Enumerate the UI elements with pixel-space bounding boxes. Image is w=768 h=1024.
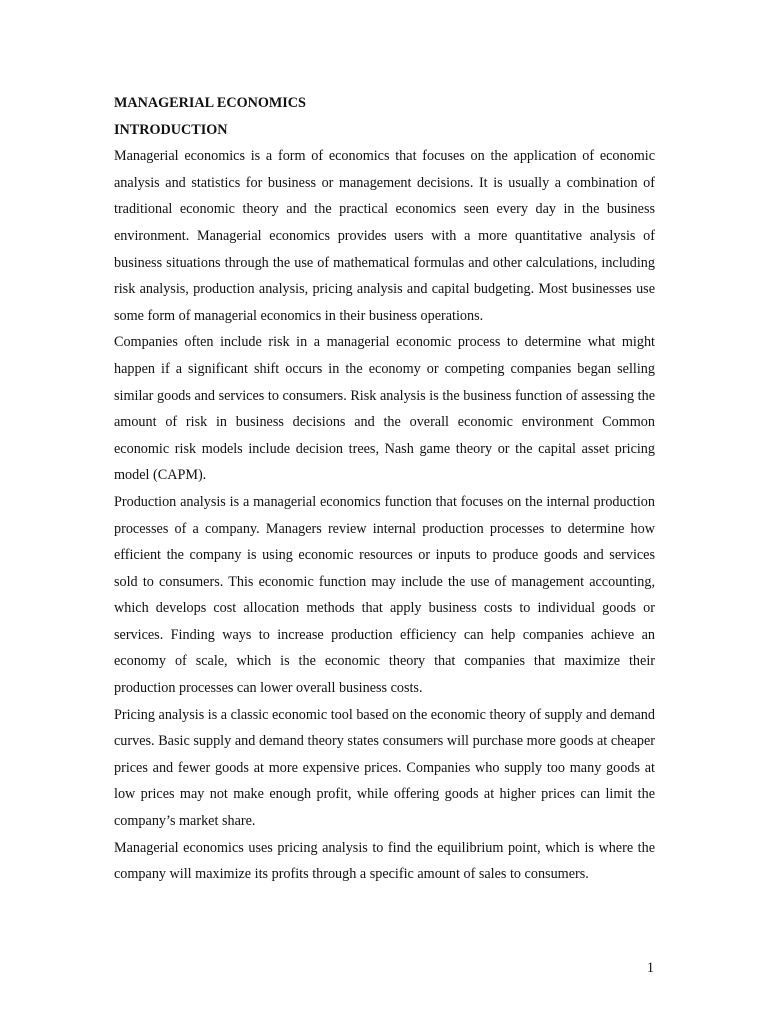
paragraph-equilibrium: Managerial economics uses pricing analysis to find the equilibrium point, which is where the company will maximize its profits through a specific amount of sales to consumers. bbox=[114, 839, 655, 883]
paragraph-production-analysis: Production analysis is a managerial economics function that focuses on the internal production processes of a company. Managers review internal production processes to determine how efficient the company is using economic resources or inputs to produce goods and services sold to consumers. This economic function may include the use of management accounting, which develops cost allocation methods that apply business costs to individual goods or services. Finding ways to increase production efficiency can help companies achieve an economy of scale, which is the economic theory that companies that maximize their production processes can lower overall business costs. bbox=[114, 493, 655, 697]
paragraph-risk-analysis: Companies often include risk in a managerial economic process to determine what might happen if a significant shift occurs in the economy or competing companies began selling similar goods and services to consumers. Risk analysis is the business function of assessing the amount of risk in business decisions and the overall economic environment Common economic risk models include decision trees, Nash game theory or the capital asset pricing model (CAPM). bbox=[114, 334, 655, 484]
document-title: MANAGERIAL ECONOMICS bbox=[114, 95, 306, 111]
paragraph-pricing-analysis: Pricing analysis is a classic economic tool based on the economic theory of supply and demand curves. Basic supply and demand theory states consumers will purchase more goods at cheaper prices and fewer goods at more expensive prices. Companies who supply too many goods at low prices may not make enough profit, while offering goods at higher prices can limit the company’s market share. bbox=[114, 706, 655, 830]
section-heading: INTRODUCTION bbox=[114, 121, 228, 138]
page-number: 1 bbox=[646, 960, 654, 976]
document-page bbox=[114, 90, 655, 888]
paragraph-introduction: Managerial economics is a form of economics that focuses on the application of economic analysis and statistics for business or management decisions. It is usually a combination of traditional economic theory and the practical economics seen every day in the business environment. Managerial economics provides users with a more quantitative analysis of business situations through the use of mathematical formulas and other calculations, including risk analysis, production analysis, pricing analysis and capital budgeting. Most businesses use some form of managerial economics in their business operations. bbox=[114, 148, 655, 324]
